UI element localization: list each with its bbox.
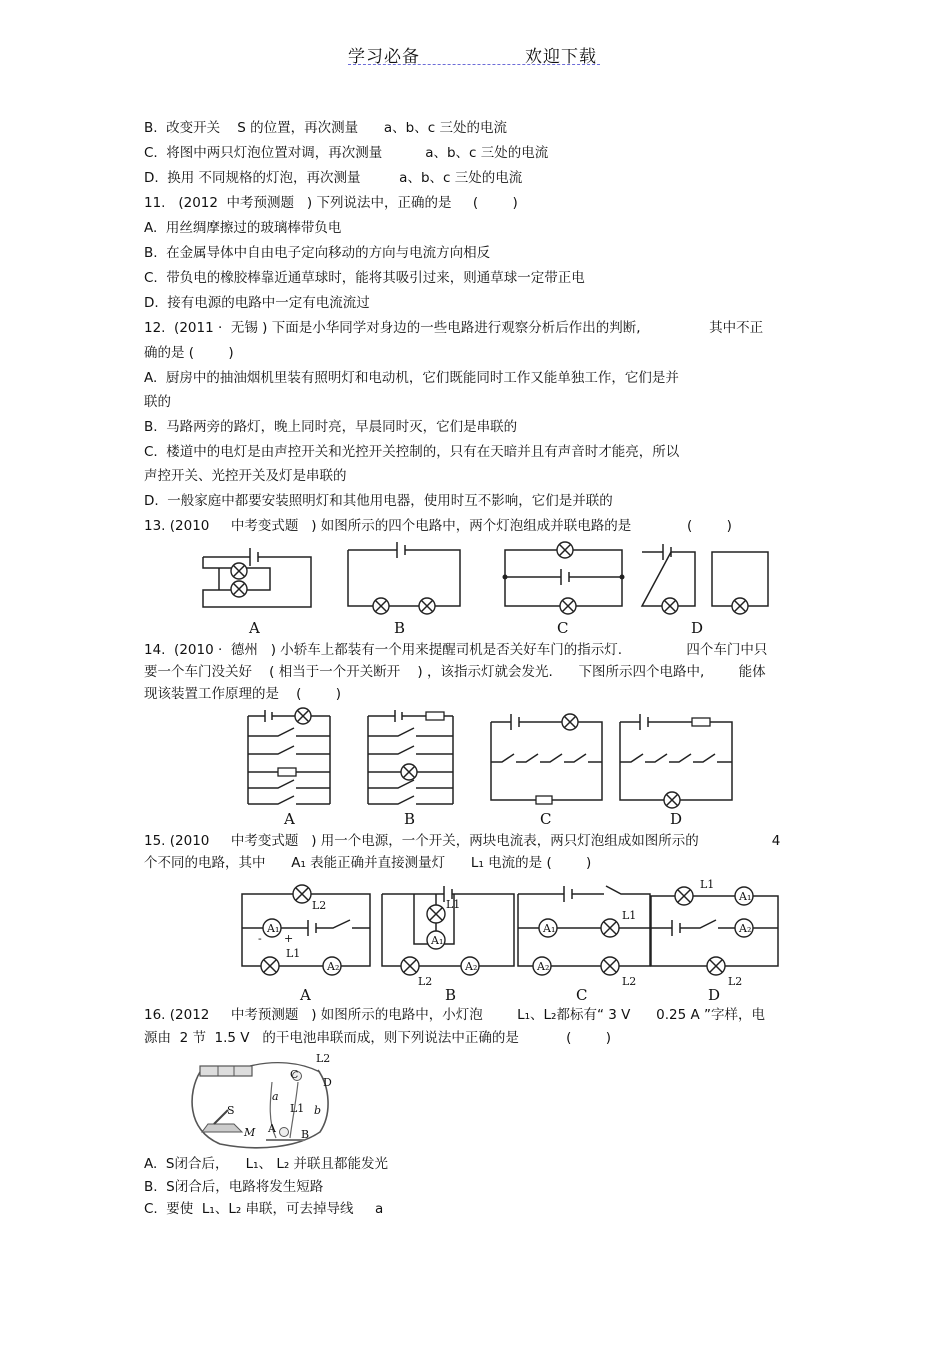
svg-text:L1: L1 (700, 878, 715, 891)
fig15-label-b: B (445, 986, 457, 1004)
text-line: 现该装置工作原理的是 ( ) (144, 686, 342, 702)
text-line: C. 楼道中的电灯是由声控开关和光控开关控制的，只有在天暗并且有声音时才能亮，所以 (144, 444, 680, 460)
svg-text:-: - (258, 932, 262, 945)
svg-text:A₁: A₁ (267, 922, 280, 935)
text-line: 声控开关、光控开关及灯是串联的 (144, 468, 347, 484)
svg-text:A₁: A₁ (431, 934, 444, 947)
text-line: B. 马路两旁的路灯，晚上同时亮，早晨同时灭，它们是串联的 (144, 419, 518, 435)
text-line: D. 接有电源的电路中一定有电流流过 (144, 295, 370, 311)
circuit-15c (518, 886, 650, 988)
fig15-label-a: A (300, 986, 311, 1004)
text-line: 联的 (144, 394, 171, 410)
question-16: 16. (2012 中考预测题 ) 如图所示的电路中，小灯泡 L₁、L₂都标有“ 3 V 0.25 A ”字样，电 (144, 1007, 765, 1023)
text-line: A. S闭合后， L₁、 L₂ 并联且都能发光 (144, 1156, 389, 1172)
fig13-label-c: C (557, 619, 569, 637)
svg-text:a: a (272, 1090, 279, 1103)
fig14-label-a: A (284, 810, 295, 828)
figure-14-circuits (240, 708, 740, 828)
circuit-14a (248, 708, 330, 804)
text-line: B. S闭合后，电路将发生短路 (144, 1179, 324, 1195)
svg-text:L1: L1 (622, 909, 637, 922)
svg-text:A₂: A₂ (739, 922, 752, 935)
question-15: 15. (2010 中考变式题 ) 用一个电源，一个开关，两块电流表，两只灯泡组成如图所示的 4 (144, 833, 781, 849)
svg-text:b: b (314, 1104, 322, 1117)
text-line: A. 厨房中的抽油烟机里装有照明灯和电动机，它们既能同时工作又能单独工作，它们是并 (144, 370, 679, 386)
circuit-15b (382, 886, 514, 988)
circuit-13d (642, 544, 768, 614)
figure-15-circuits (238, 878, 778, 1003)
fig15-label-d: D (708, 986, 721, 1004)
circuit-15a (242, 885, 370, 975)
svg-text:S: S (227, 1104, 235, 1117)
text-line: 确的是 ( ) (144, 345, 234, 361)
text-line: 要一个车门没关好 ( 相当于一个开关断开 ) ，该指示灯就会发光. 下图所示四个电路中, 能体 (144, 664, 766, 680)
text-line: 源由 2 节 1.5 V 的干电池串联而成，则下列说法中正确的是 ( ) (144, 1030, 611, 1046)
fig13-label-d: D (691, 619, 704, 637)
header-right: 欢迎下载 (525, 47, 597, 67)
fig15-label-c: C (576, 986, 588, 1004)
figure-16-apparatus (180, 1052, 340, 1152)
svg-text:C: C (290, 1068, 299, 1081)
text-line: 个不同的电路，其中 A₁ 表能正确并直接测量灯 L₁ 电流的是 ( ) (144, 855, 592, 871)
svg-text:A₂: A₂ (537, 960, 550, 973)
svg-text:A: A (268, 1122, 276, 1135)
svg-text:L1: L1 (290, 1102, 305, 1115)
svg-text:L1: L1 (286, 947, 301, 960)
circuit-14b (368, 710, 453, 804)
svg-text:A₂: A₂ (465, 960, 478, 973)
svg-text:A₂: A₂ (327, 960, 340, 973)
svg-text:+: + (284, 932, 294, 945)
text-line: B. 改变开关 S 的位置，再次测量 a、b、c 三处的电流 (144, 120, 507, 136)
svg-text:D: D (323, 1076, 332, 1089)
circuit-14c (491, 714, 602, 804)
svg-text:L2: L2 (316, 1052, 331, 1065)
fig14-label-c: C (540, 810, 552, 828)
text-line: C. 要使 L₁、L₂ 串联，可去掉导线 a (144, 1201, 384, 1217)
svg-text:L2: L2 (728, 975, 743, 988)
question-12: 12. (2011 · 无锡 ) 下面是小华同学对身边的一些电路进行观察分析后作出的判断, 其中不正 (144, 320, 764, 336)
circuit-15d (651, 878, 778, 988)
fig13-label-b: B (394, 619, 406, 637)
svg-text:A₁: A₁ (739, 890, 752, 903)
header-left: 学习必备 (348, 47, 420, 67)
circuit-13c (503, 542, 625, 614)
fig14-label-d: D (670, 810, 683, 828)
svg-text:L2: L2 (312, 899, 327, 912)
fig14-label-b: B (404, 810, 416, 828)
header-divider (348, 64, 600, 65)
figure-13-circuits (195, 540, 775, 640)
text-line: D. 一般家庭中都要安装照明灯和其他用电器，使用时互不影响，它们是并联的 (144, 493, 613, 509)
text-line: C. 带负电的橡胶棒靠近通草球时，能将其吸引过来，则通草球一定带正电 (144, 270, 585, 286)
question-14: 14. (2010 · 德州 ) 小轿车上都装有一个用来提醒司机是否关好车门的指示灯. 四个车门中只 (144, 642, 768, 658)
svg-text:L2: L2 (418, 975, 433, 988)
svg-text:M: M (244, 1126, 256, 1139)
svg-text:L2: L2 (622, 975, 637, 988)
question-13: 13. (2010 中考变式题 ) 如图所示的四个电路中，两个灯泡组成并联电路的是 ( ) (144, 518, 732, 534)
text-line: D. 换用 不同规格的灯泡，再次测量 a、b、c 三处的电流 (144, 170, 523, 186)
circuit-14d (620, 714, 732, 808)
text-line: A. 用丝绸摩擦过的玻璃棒带负电 (144, 220, 342, 236)
svg-text:L1: L1 (446, 898, 461, 911)
text-line: C. 将图中两只灯泡位置对调，再次测量 a、b、c 三处的电流 (144, 145, 549, 161)
fig13-label-a: A (249, 619, 260, 637)
question-11: 11. (2012 中考预测题 ) 下列说法中，正确的是 ( ) (144, 195, 518, 211)
svg-text:A₁: A₁ (543, 922, 556, 935)
svg-text:B: B (301, 1128, 310, 1141)
text-line: B. 在金属导体中自由电子定向移动的方向与电流方向相反 (144, 245, 491, 261)
circuit-13b (348, 542, 460, 614)
circuit-13a (203, 548, 311, 607)
